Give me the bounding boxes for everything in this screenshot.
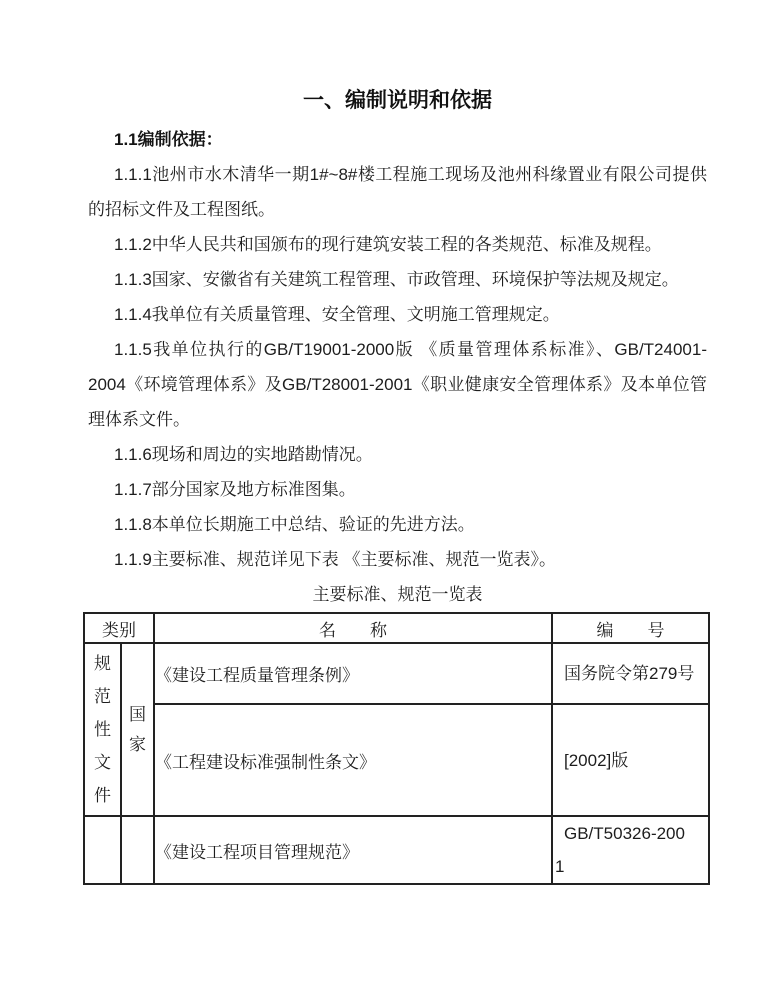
category-subgroup-label: 国家: [129, 704, 146, 754]
paragraph-1-1-3: 1.1.3国家、安徽省有关建筑工程管理、市政管理、环境保护等法规及规定。: [114, 270, 679, 289]
category-group-label: 规范性文件: [94, 654, 111, 805]
page-title: 一、编制说明和依据: [303, 89, 492, 112]
table-header-row: [84, 613, 709, 643]
standard-number-cell: 国务院令第279号: [552, 643, 709, 704]
table-row: [84, 704, 709, 816]
paragraph-1-1-8: 1.1.8本单位长期施工中总结、验证的先进方法。: [114, 515, 475, 534]
paragraph-1-1-5: 1.1.5我单位执行的GB/T19001-2000版 《质量管理体系标准》、GB/T24001-2004《环境管理体系》及GB/T28001-2001《职业健康安全管理体系》及本单位管理体系文件。: [88, 340, 707, 429]
paragraph-1-1-7: 1.1.7部分国家及地方标准图集。: [114, 480, 356, 499]
category-group-cell: [84, 643, 121, 816]
header-cell-name: 名 称: [154, 613, 552, 643]
category-subgroup-cell: [121, 643, 154, 816]
paragraph-1-1-4: 1.1.4我单位有关质量管理、安全管理、文明施工管理规定。: [114, 305, 560, 324]
section-heading: 1.1编制依据：: [114, 130, 223, 149]
paragraph-1-1-1: 1.1.1池州市水木清华一期1#~8#楼工程施工现场及池州科缘置业有限公司提供的招标文件及工程图纸。: [88, 165, 707, 219]
standard-number-cell: [552, 816, 709, 884]
empty-subcategory-cell: [121, 816, 154, 884]
paragraph-1-1-6: 1.1.6现场和周边的实地踏勘情况。: [114, 445, 373, 464]
table-caption: 主要标准、规范一览表: [312, 585, 483, 604]
standard-name-cell: 《建设工程项目管理规范》: [154, 816, 552, 884]
standard-name-cell: 《建设工程质量管理条例》: [154, 643, 552, 704]
standard-number-line2: 1: [555, 857, 565, 876]
paragraph-1-1-2: 1.1.2中华人民共和国颁布的现行建筑安装工程的各类规范、标准及规程。: [114, 235, 662, 254]
standard-number-line1: GB/T50326-200: [564, 824, 685, 843]
standard-number-cell: [2002]版: [552, 704, 709, 816]
table-row: [84, 643, 709, 704]
paragraph-1-1-9: 1.1.9主要标准、规范详见下表 《主要标准、规范一览表》。: [114, 550, 557, 569]
header-cell-number: 编 号: [552, 613, 709, 643]
table-row: [84, 816, 709, 884]
empty-category-cell: [84, 816, 121, 884]
header-cell-category: 类别: [84, 613, 154, 643]
standard-name-cell: 《工程建设标准强制性条文》: [154, 704, 552, 816]
standards-table: [83, 612, 710, 885]
